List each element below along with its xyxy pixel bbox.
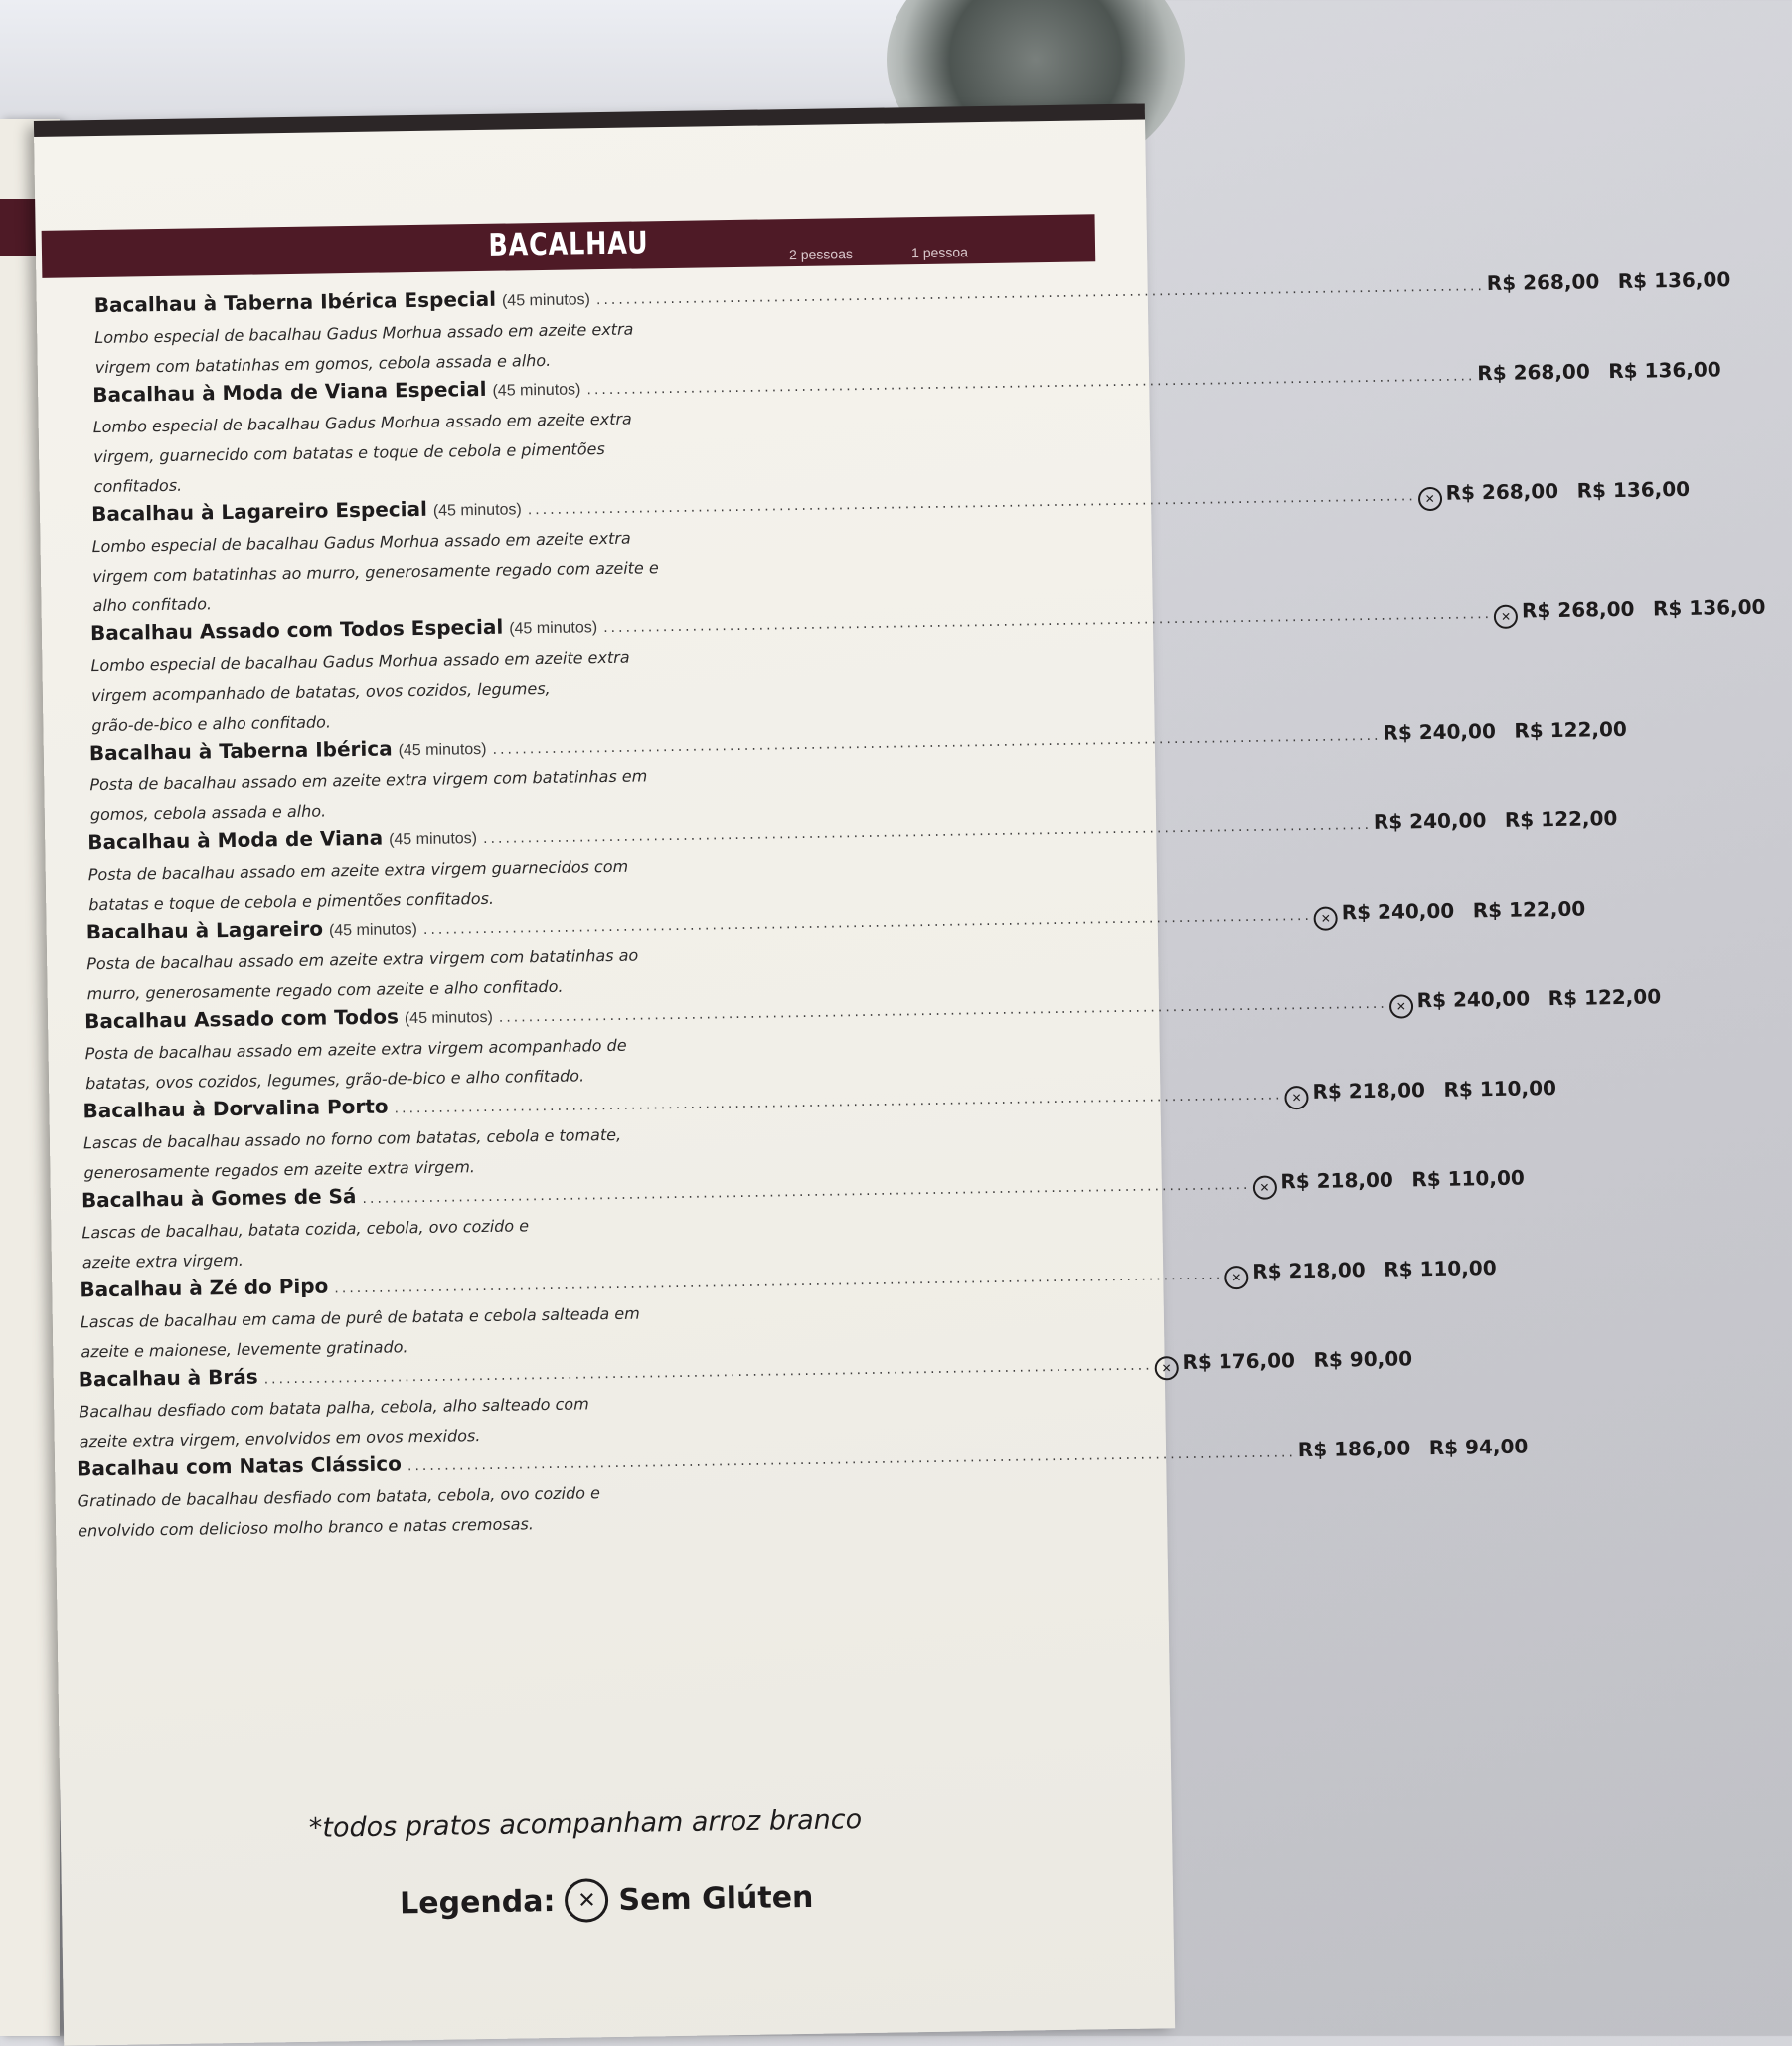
description-line: azeite e maionese, levemente gratinado. [81,1337,408,1362]
dish-name: Bacalhau Assado com Todos [83,1004,400,1034]
dish-name: Bacalhau à Taberna Ibérica Especial [93,286,497,318]
description-line: Lombo especial de bacalhau Gadus Morhua assado em azeite extra [90,647,630,676]
description-line: generosamente regados em azeite extra virgem. [83,1157,476,1183]
price-two-people: R$ 240,00 [1383,718,1497,745]
dot-leader: ........................................................................................................................ [586,368,1476,399]
section-title: BACALHAU [488,225,649,263]
description-line: azeite extra virgem, envolvidos em ovos mexidos. [79,1426,481,1451]
dot-leader: ........................................................................................................................ [334,1267,1223,1297]
price-one-person: R$ 136,00 [1608,357,1721,384]
dish-name: Bacalhau à Brás [78,1364,258,1392]
gluten-free-icon: ✕ [1154,1356,1178,1380]
dish-name: Bacalhau à Lagareiro [85,916,324,944]
price-two-people: R$ 268,00 [1477,359,1590,386]
price-one-person: R$ 122,00 [1548,984,1662,1011]
dish-name: Bacalhau à Gomes de Sá [81,1184,357,1213]
price-one-person: R$ 110,00 [1443,1076,1557,1102]
description-line: alho confitado. [92,595,213,616]
dot-leader: ........................................................................................................................ [263,1357,1153,1388]
description-line: Bacalhau desfiado com batata palha, cebola, alho salteado com [79,1394,589,1422]
menu-items-list [77,267,1766,1546]
dot-leader: ........................................................................................................................ [407,1445,1296,1475]
back-page-banner-strip [0,199,40,256]
footnote: *todos pratos acompanham arroz branco [308,1804,863,1844]
dot-leader: ........................................................................................................................ [362,1176,1251,1207]
dot-leader: ........................................................................................................................ [527,488,1416,519]
dish-description [94,313,751,383]
description-line: Posta de bacalhau assado em azeite extra virgem acompanhado de [84,1035,627,1064]
dot-leader: ........................................................................................................................ [603,606,1493,637]
dish-name: Bacalhau à Zé do Pipo [80,1274,329,1302]
dish-name: Bacalhau com Natas Clássico [77,1451,403,1481]
price-two-people: R$ 186,00 [1297,1436,1411,1462]
price-one-person: R$ 110,00 [1384,1256,1497,1281]
dot-leader: ........................................................................................................................ [595,278,1485,309]
description-line: Lombo especial de bacalhau Gadus Morhua assado em azeite extra [91,528,631,557]
description-line: virgem acompanhado de batatas, ovos cozidos, legumes, [90,678,551,706]
legend-text: Sem Glúten [618,1879,814,1918]
description-line: Gratinado de bacalhau desfiado com batata, cebola, ovo cozido e [77,1483,601,1511]
menu-card [34,109,1766,2045]
dish-prep-time: (45 minutos) [404,1008,493,1028]
price-two-people: R$ 176,00 [1182,1348,1296,1375]
dish-description [79,1387,735,1456]
dish-prep-time: (45 minutos) [492,381,581,400]
description-line: Posta de bacalhau assado em azeite extra virgem com batatinhas ao [86,945,639,974]
description-line: confitados. [93,475,183,497]
dish-description [86,939,743,1009]
dish-name: Bacalhau à Lagareiro Especial [90,496,428,527]
dish-prep-time: (45 minutos) [398,740,487,760]
menu-item [93,267,1731,383]
price-two-people: R$ 240,00 [1416,986,1531,1013]
price-one-person: R$ 90,00 [1313,1346,1413,1372]
dot-leader: ........................................................................................................................ [498,995,1387,1026]
menu-item [90,476,1691,621]
dish-description [91,522,748,621]
dish-description [81,1208,738,1278]
price-one-person: R$ 122,00 [1504,806,1618,832]
dish-description [77,1476,733,1546]
gluten-free-icon: ✕ [1494,605,1518,629]
column-header-two-people: 2 pessoas [788,246,854,263]
description-line: virgem, guarnecido com batatas e toque de cebola e pimentões [93,439,605,467]
gluten-free-icon: ✕ [1389,994,1413,1018]
price-two-people: R$ 218,00 [1280,1167,1394,1194]
price-two-people: R$ 218,00 [1252,1258,1366,1283]
description-line: Posta de bacalhau assado em azeite extra virgem com batatinhas em [89,767,648,795]
price-two-people: R$ 218,00 [1312,1078,1426,1104]
legend-label: Legenda: [399,1883,556,1921]
dish-name: Bacalhau à Taberna Ibérica [88,736,393,766]
gluten-free-icon: ✕ [1224,1266,1248,1289]
dish-name: Bacalhau Assado com Todos Especial [89,614,504,646]
price-one-person: R$ 136,00 [1576,476,1691,503]
description-line: envolvido com delicioso molho branco e natas cremosas. [78,1514,535,1541]
gluten-free-icon: ✕ [1418,487,1442,511]
legend [400,1875,814,1926]
price-two-people: R$ 268,00 [1486,269,1600,296]
description-line: Lombo especial de bacalhau Gadus Morhua assado em azeite extra [94,319,634,348]
price-one-person: R$ 136,00 [1652,595,1766,621]
gluten-free-icon: ✕ [1314,906,1338,930]
price-one-person: R$ 122,00 [1514,716,1628,743]
dish-name: Bacalhau à Dorvalina Porto [82,1094,389,1123]
description-line: virgem com batatinhas ao murro, generosamente regado com azeite e [91,558,659,587]
dish-prep-time: (45 minutos) [389,830,478,849]
description-line: azeite extra virgem. [81,1250,244,1273]
description-line: virgem com batatinhas em gomos, cebola assada e alho. [94,350,552,378]
gluten-free-icon: ✕ [1252,1175,1276,1199]
description-line: batatas e toque de cebola e pimentões confitados. [88,888,495,915]
dish-prep-time: (45 minutos) [509,619,598,638]
dish-description [88,850,745,920]
dish-prep-time: (45 minutos) [501,291,591,310]
description-line: Lascas de bacalhau assado no forno com batatas, cebola e tomate, [82,1124,622,1153]
description-line: murro, generosamente regado com azeite e alho confitado. [86,976,564,1004]
description-line: gomos, cebola assada e alho. [89,801,327,825]
dot-leader: ........................................................................................................................ [422,907,1312,938]
dot-leader: ........................................................................................................................ [482,816,1373,847]
dish-description [84,1029,741,1099]
dish-description [93,403,750,502]
gluten-free-icon: ✕ [565,1878,609,1923]
dish-name: Bacalhau à Moda de Viana Especial [92,376,487,408]
description-line: grão-de-bico e alho confitado. [91,712,332,736]
description-line: Posta de bacalhau assado em azeite extra virgem guarnecidos com [87,856,629,885]
price-one-person: R$ 136,00 [1617,267,1731,293]
column-header-one-person: 1 pessoa [910,244,969,261]
description-line: Lombo especial de bacalhau Gadus Morhua assado em azeite extra [92,409,632,437]
price-two-people: R$ 268,00 [1445,478,1559,505]
dish-prep-time: (45 minutos) [432,501,522,520]
gluten-free-icon: ✕ [1284,1086,1308,1109]
dish-description [81,1297,737,1367]
dish-prep-time: (45 minutos) [328,921,418,939]
dot-leader: ........................................................................................................................ [394,1087,1283,1117]
price-one-person: R$ 94,00 [1428,1434,1529,1460]
price-two-people: R$ 240,00 [1341,898,1455,925]
dish-description [90,641,747,741]
description-line: batatas, ovos cozidos, legumes, grão-de-bico e alho confitado. [84,1066,585,1094]
dish-name: Bacalhau à Moda de Viana [87,825,384,855]
description-line: Lascas de bacalhau, batata cozida, cebola, ovo cozido e [81,1216,530,1243]
price-one-person: R$ 122,00 [1472,896,1586,923]
price-two-people: R$ 268,00 [1521,597,1635,623]
price-two-people: R$ 240,00 [1373,808,1487,834]
dot-leader: ........................................................................................................................ [492,727,1382,758]
price-one-person: R$ 110,00 [1411,1165,1525,1192]
description-line: Lascas de bacalhau em cama de purê de batata e cebola salteada em [80,1303,640,1332]
section-banner [42,214,1096,278]
dish-description [83,1118,740,1188]
dish-description [89,761,746,830]
